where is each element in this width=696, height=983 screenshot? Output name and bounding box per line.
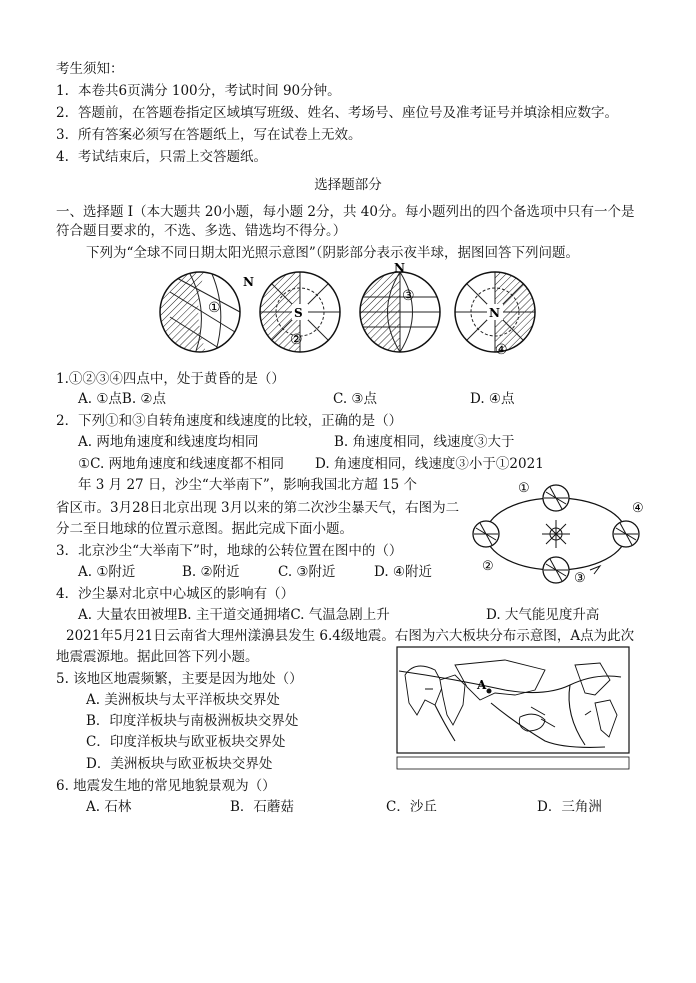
sun-icon: [542, 520, 570, 548]
q4-option-abc[interactable]: A. 大量农田被埋B. 主干道交通拥堵C. 气温急剧上升: [78, 607, 390, 623]
earth-orbit-diagram: [470, 478, 646, 590]
intro-dust-line1: 年 3 月 27 日，沙尘“大举南下”，影响我国北方超 15 个: [78, 477, 417, 493]
epicenter-a-dot: [487, 689, 492, 694]
q3-option-b[interactable]: B. ②附近: [182, 564, 240, 580]
q1-option-ab[interactable]: A. ①点B. ②点: [78, 391, 167, 407]
orbit-label-2: ②: [482, 559, 494, 574]
intro-dust-line2: 省区市。3月28日北京出现 3月以来的第二次沙尘暴天气，右图为二: [56, 500, 460, 516]
globe4-n-label: N: [489, 306, 500, 320]
q6-option-b[interactable]: B．石蘑菇: [230, 799, 294, 815]
plates-map: [395, 645, 631, 775]
intro-sunlight: 下列为“全球不同日期太阳光照示意图”（阴影部分表示夜半球，据图回答下列问题。: [86, 245, 580, 261]
q4-option-d[interactable]: D. 大气能见度升高: [486, 607, 600, 623]
q4-stem: 4．沙尘暴对北京中心城区的影响有（）: [56, 586, 295, 602]
globe3-n-label: N: [394, 262, 405, 275]
q2-option-a[interactable]: A. 两地角速度和线速度均相同: [78, 434, 259, 450]
q2-stem: 2．下列①和③自转角速度和线速度的比较，正确的是（）: [56, 413, 403, 429]
notice-item-num: 1.: [56, 83, 69, 99]
intro-quake-line2: 地震震源地。据此回答下列小题。: [56, 649, 259, 665]
intro-quake-line1: 2021年5月21日云南省大理州漾濞县发生 6.4级地震。右图为六大板块分布示意图，A点为此次: [66, 628, 635, 644]
q2-option-b[interactable]: B. 角速度相同，线速度③大于: [334, 434, 515, 450]
q2-option-c[interactable]: ①C. 两地角速度和线速度都不相同: [78, 456, 285, 472]
notice-item-text: 答题前，在答题卷指定区域填写班级、姓名、考场号、座位号及准考证号并填涂相应数字。: [78, 105, 618, 121]
notice-item-num: 3.: [56, 127, 69, 143]
earth-position-top: [543, 485, 569, 511]
notice-item-text: 本卷共6页满分 100分，考试时间 90分钟。: [78, 83, 341, 99]
notice-item-num: 4.: [56, 149, 69, 165]
q3-option-c[interactable]: C. ③附近: [278, 564, 336, 580]
q3-option-d[interactable]: D. ④附近: [374, 564, 433, 580]
q3-stem: 3．北京沙尘“大举南下”时，地球的公转位置在图中的（）: [56, 543, 403, 559]
orbit-label-3: ③: [574, 571, 586, 586]
q1-stem: 1.①②③④四点中，处于黄昏的是（）: [56, 371, 285, 387]
orbit-label-1: ①: [518, 481, 530, 496]
q6-stem: 6. 地震发生地的常见地貌景观为（）: [56, 778, 276, 794]
q5-option-a[interactable]: A. 美洲板块与太平洋板块交界处: [86, 692, 280, 708]
globe1-point-label: ①: [208, 300, 221, 316]
q5-option-c[interactable]: C．印度洋板块与欧亚板块交界处: [86, 734, 286, 750]
q2-option-d[interactable]: D. 角速度相同，线速度③小于①2021: [315, 456, 544, 472]
globe2-point-label: ②: [290, 332, 303, 348]
q5-option-d[interactable]: D．美洲板块与欧亚板块交界处: [86, 756, 273, 772]
q5-option-b[interactable]: B．印度洋板块与南极洲板块交界处: [86, 713, 299, 729]
notice-item-num: 2.: [56, 105, 69, 121]
q6-option-a[interactable]: A. 石林: [86, 799, 132, 815]
globe3-point-label: ③: [402, 288, 415, 304]
q6-option-c[interactable]: C．沙丘: [386, 799, 437, 815]
epicenter-a-label: A: [477, 678, 487, 692]
orbit-label-4: ④: [632, 501, 644, 516]
notice-title: 考生须知：: [56, 61, 124, 77]
notice-item-text: 所有答案必须写在答题纸上，写在试卷上无效。: [78, 127, 362, 143]
globe4-point-label: ④: [495, 342, 508, 358]
part1-heading-cont: 符合题目要求的，不选、多选、错选均不得分。）: [56, 223, 347, 239]
notice-item-text: 考试结束后，只需上交答题纸。: [78, 149, 267, 165]
globe-1: [160, 272, 240, 357]
q1-option-c[interactable]: C. ③点: [333, 391, 378, 407]
earth-position-right: [613, 521, 639, 547]
earth-position-bottom: [543, 557, 569, 583]
q3-option-a[interactable]: A. ①附近: [78, 564, 136, 580]
earth-position-left: [473, 521, 499, 547]
intro-dust-line3: 分二至日地球的位置示意图。据此完成下面小题。: [56, 521, 353, 537]
q6-option-d[interactable]: D．三角洲: [537, 799, 602, 815]
sunlight-globes-diagram: [150, 262, 550, 362]
q5-stem: 5. 该地区地震频繁，主要是因为地处（）: [56, 671, 303, 687]
globe2-s-label: S: [294, 306, 303, 320]
globe1-n-label: N: [243, 275, 254, 289]
part1-heading: 一、选择题 Ⅰ（本大题共 20小题，每小题 2分，共 40分。每小题列出的四个备选项中只有一个是: [56, 204, 635, 220]
q1-option-d[interactable]: D. ④点: [470, 391, 515, 407]
section-title: 选择题部分: [314, 177, 382, 193]
